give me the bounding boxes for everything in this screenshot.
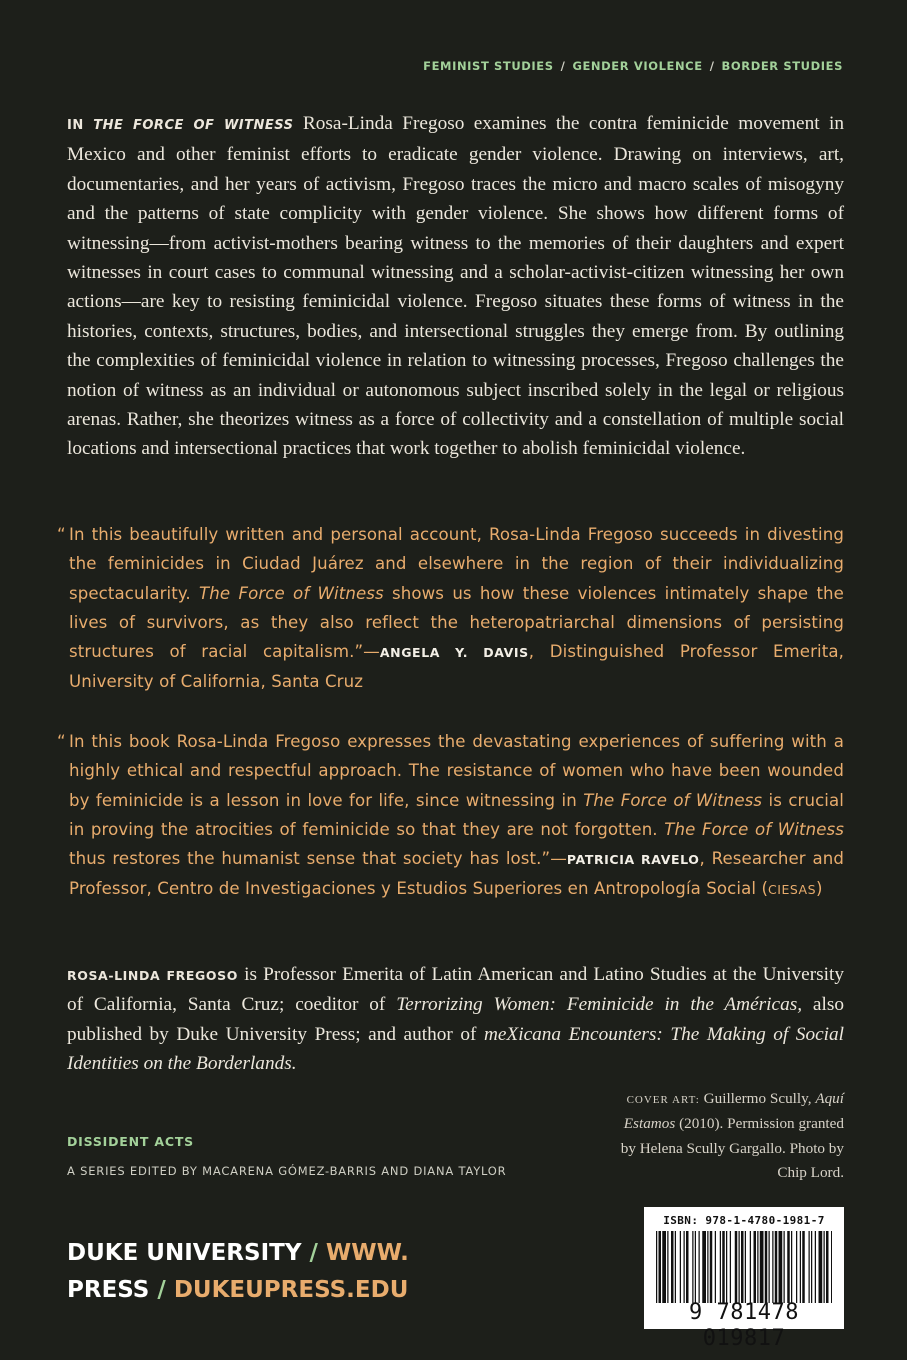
barcode-bar xyxy=(831,1231,832,1303)
cover-art-artist: Guillermo Scully, xyxy=(699,1090,812,1107)
publisher-line-1 xyxy=(67,1235,409,1272)
category-feminist-studies: FEMINIST STUDIES xyxy=(423,59,554,73)
barcode-bar xyxy=(791,1231,792,1303)
barcode-bar xyxy=(796,1231,797,1303)
barcode-bar xyxy=(775,1231,778,1303)
barcode-bar xyxy=(754,1231,757,1303)
barcode-bar xyxy=(671,1231,674,1303)
closing-paren: ) xyxy=(816,879,823,899)
endorser-name: PATRICIA RAVELO xyxy=(566,852,700,868)
bio-text: also published by Duke University Press; and author of xyxy=(67,994,844,1045)
barcode-bar xyxy=(784,1231,785,1303)
description-lead-prefix: IN xyxy=(67,118,94,133)
endorsement-davis xyxy=(57,520,844,697)
barcode-bar xyxy=(824,1231,825,1303)
cover-art-work-title: Aquí Estamos xyxy=(623,1090,844,1133)
endorsement-text: is crucial in proving the atrocities of feminicide so that they are not forgotten. xyxy=(69,790,844,839)
barcode-bar xyxy=(726,1231,727,1303)
category-border-studies: BORDER STUDIES xyxy=(721,59,843,73)
barcode-bar xyxy=(800,1231,801,1303)
barcode-bar xyxy=(826,1231,829,1303)
barcode-bar xyxy=(739,1231,740,1303)
endorsement-text: shows us how these violences intimately shape the lives of survivors, as they also reflect the heteropatriarchal dimensions of persisting structures of racial capitalism.”— xyxy=(69,583,844,662)
description-text: Rosa-Linda Fregoso examines the contra feminicide movement in Mexico and other feminist efforts to eradicate gender violence. Drawing on interviews, art, documentaries, and her years of activism, Fregoso traces the micro and macro scales of misogyny and the patterns of state complicity with gender violence. She shows how different forms of witnessing—from activist-mothers bearing witness to the memories of their daughters and expert witnesses in court cases to communal witnessing and a scholar-activist-citizen witnessing her own actions—are key to resisting feminicidal violence. Fregoso situates these forms of witness in the histories, contexts, structures, bodies, and intersectional struggles they emerge from. By outlining the complexities of feminicidal violence in relation to witnessing processes, Fregoso challenges the notion of witness as an individual or autonomous subject inscribed solely in the legal or religious arenas. Rather, she theorizes witness as a force of collectivity and a constellation of multiple social locations and intersectional practices that work together to abolish feminicidal violence. xyxy=(67,113,844,460)
publisher-separator: / xyxy=(309,1240,318,1266)
endorser-affiliation: , Distinguished Professor Emerita, University of California, Santa Cruz xyxy=(69,642,844,692)
isbn-digits: 9 781478 019817 xyxy=(689,1300,799,1351)
barcode-bar xyxy=(769,1231,770,1303)
publisher-name-1: DUKE UNIVERSITY xyxy=(67,1240,302,1266)
category-separator: / xyxy=(560,59,566,73)
barcode-bar xyxy=(699,1231,700,1303)
endorsement-text: In this book Rosa-Linda Fregoso expresses the devastating experiences of suffering with a highly ethical and respectful approach. The resistance of women who have been wounded by feminicide is a lesson in love for life, since witnessing in xyxy=(69,732,844,810)
cover-art-label: COVER ART: xyxy=(626,1094,700,1106)
barcode-bar xyxy=(735,1231,738,1303)
barcode-bar xyxy=(707,1231,708,1303)
category-gender-violence: GENDER VIOLENCE xyxy=(572,59,703,73)
author-bio xyxy=(67,960,844,1078)
description-lead-title: THE FORCE OF WITNESS xyxy=(93,118,294,133)
isbn-barcode xyxy=(644,1207,844,1351)
endorsement-text: In this beautifully written and personal account, Rosa-Linda Fregoso succeeds in divesting the feminicides in Ciudad Juárez and elsewhere in the region of their individualizing spectacularity. xyxy=(69,525,844,603)
endorsement-book-title: The Force of Witness xyxy=(664,819,845,839)
barcode-bar xyxy=(720,1231,721,1303)
barcode-bar xyxy=(779,1231,783,1303)
subject-categories xyxy=(423,59,843,73)
open-quote-mark: “ xyxy=(57,732,66,751)
barcode-bar xyxy=(787,1231,790,1303)
bio-book-title: meXicana Encounters: The Making of Social Identities on the Borderlands. xyxy=(67,1023,844,1074)
publisher-url-2: DUKEUPRESS.EDU xyxy=(173,1277,409,1303)
barcode-bar xyxy=(819,1231,823,1303)
barcode-bar xyxy=(760,1231,764,1303)
category-separator: / xyxy=(709,59,715,73)
institution-abbreviation: CIESAS xyxy=(768,882,817,898)
endorsement-text: thus restores the humanist sense that society has lost.”— xyxy=(69,849,567,869)
bio-text: is Professor Emerita of Latin American and Latino Studies at the University of California, Santa Cruz; coeditor of xyxy=(67,964,844,1016)
barcode-bar xyxy=(715,1231,716,1303)
barcode-bar xyxy=(662,1231,666,1303)
open-quote-mark: “ xyxy=(57,525,66,544)
barcode-bar xyxy=(722,1231,725,1303)
series-name: DISSIDENT ACTS xyxy=(67,1134,194,1149)
cover-art-credit xyxy=(614,1087,844,1185)
barcode-bar xyxy=(675,1231,676,1303)
publisher-logo xyxy=(67,1235,409,1309)
endorser-name: ANGELA Y. DAVIS xyxy=(379,645,529,661)
barcode-bar xyxy=(802,1231,805,1303)
barcode-bar xyxy=(772,1231,773,1303)
barcode-bar xyxy=(667,1231,668,1303)
cover-art-details: (2010). Permission granted by Helena Scully Gargallo. Photo by Chip Lord. xyxy=(620,1115,844,1181)
barcode-bar xyxy=(750,1231,751,1303)
barcode-bar xyxy=(730,1231,731,1303)
publisher-line-2 xyxy=(67,1272,409,1309)
barcode-bar xyxy=(686,1231,689,1303)
barcode-bar xyxy=(684,1231,685,1303)
barcode-bar xyxy=(809,1231,810,1303)
publisher-separator: / xyxy=(157,1277,166,1303)
barcode-bar xyxy=(745,1231,746,1303)
barcode-bar xyxy=(765,1231,768,1303)
publisher-name-2: PRESS xyxy=(67,1277,150,1303)
endorsement-book-title: The Force of Witness xyxy=(199,583,384,603)
author-name: ROSA-LINDA FREGOSO xyxy=(67,968,238,983)
barcode-bar xyxy=(659,1231,662,1303)
endorsement-book-title: The Force of Witness xyxy=(583,790,763,810)
endorsement-ravelo xyxy=(57,727,845,905)
barcode-bar xyxy=(680,1231,681,1303)
publisher-url-1: WWW. xyxy=(325,1240,409,1266)
barcode-bar xyxy=(710,1231,713,1303)
barcode-bars-icon xyxy=(656,1231,832,1303)
barcode-bar xyxy=(815,1231,816,1303)
isbn-label: ISBN: 978-1-4780-1981-7 xyxy=(663,1214,825,1227)
barcode-bar xyxy=(692,1231,693,1303)
barcode-bar xyxy=(656,1231,657,1303)
barcode-bar xyxy=(811,1231,812,1303)
bio-book-title: Terrorizing Women: Feminicide in the Américas, xyxy=(396,994,803,1016)
series-editors: A SERIES EDITED BY MACARENA GÓMEZ-BARRIS AND DIANA TAYLOR xyxy=(67,1164,507,1178)
endorser-affiliation: , Researcher and Professor, Centro de Investigaciones y Estudios Superiores en Antropología Social ( xyxy=(69,849,844,899)
book-description xyxy=(67,109,844,464)
barcode-bar xyxy=(695,1231,696,1303)
barcode-bar xyxy=(702,1231,706,1303)
barcode-bar xyxy=(757,1231,758,1303)
barcode-bar xyxy=(741,1231,744,1303)
